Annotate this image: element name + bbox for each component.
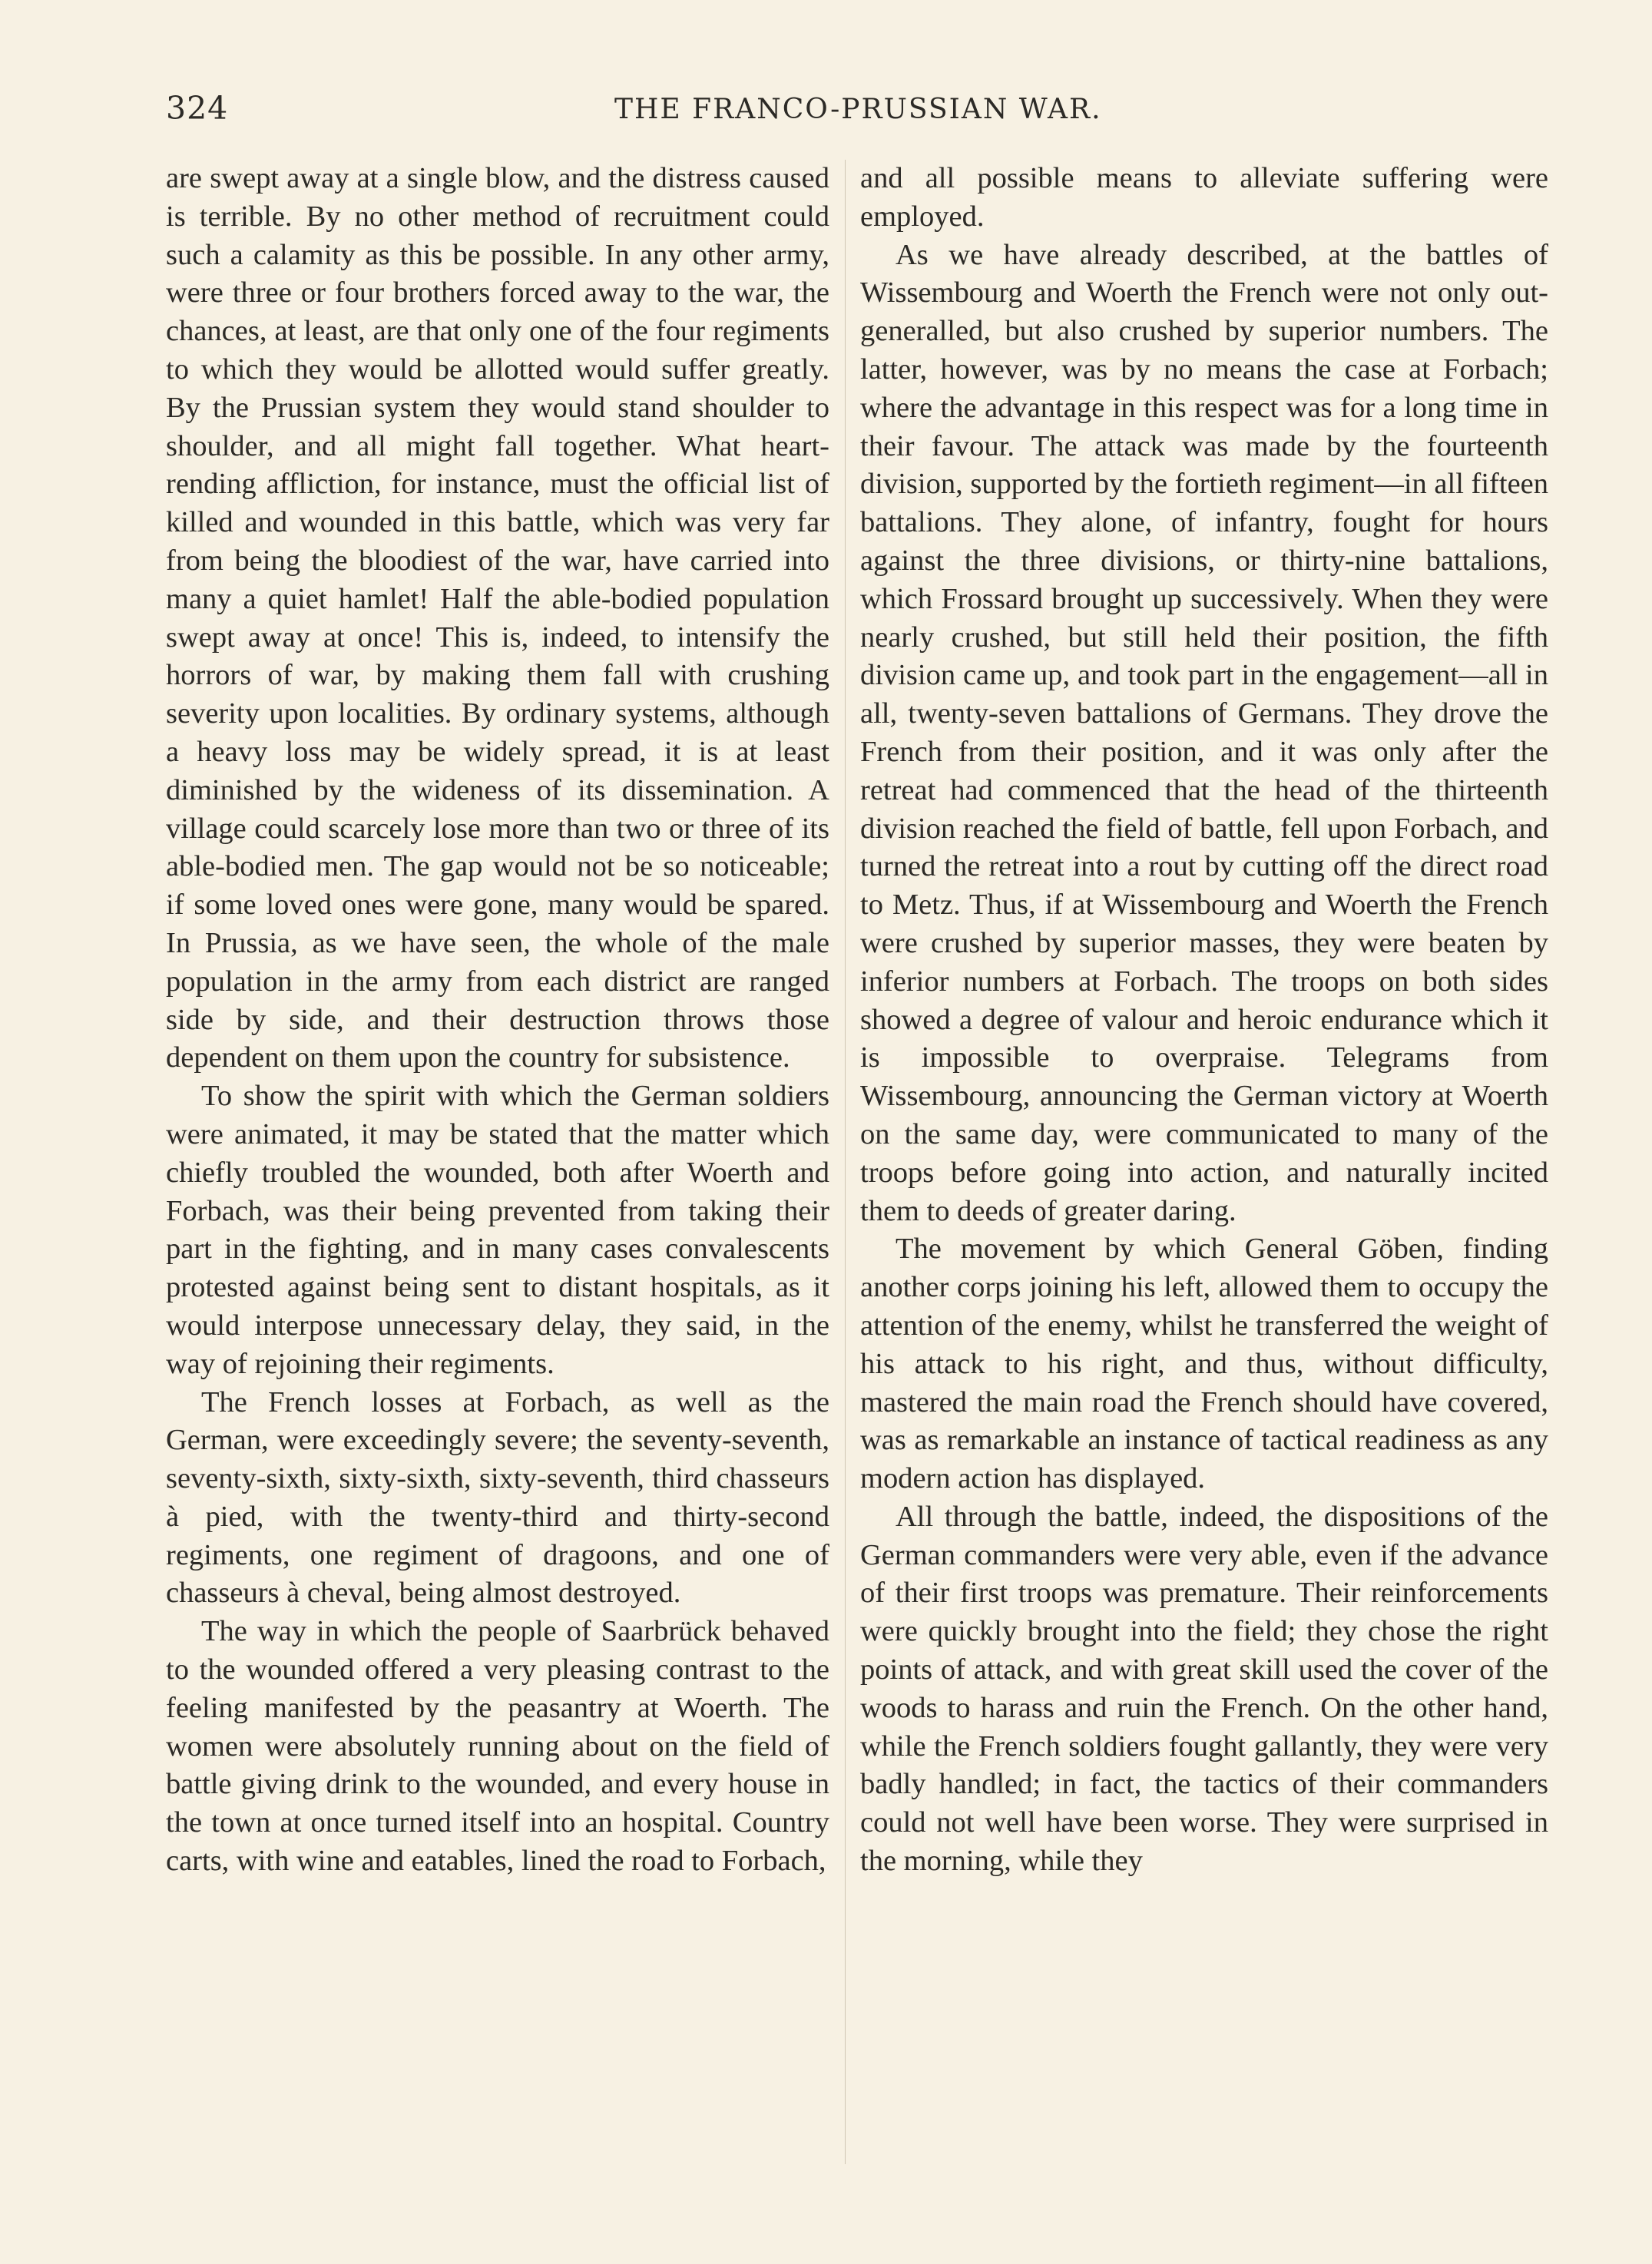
column-divider <box>845 160 846 2164</box>
paragraph: The movement by which General Göben, finding another corps joining his left, allowed them to occupy the attention of the enemy, whilst he transferred the weight of his attack to his right, and thus, without difficulty, mastered the main road the French should have covered, was as remarkable an instance of tactical readiness as any modern action has displayed. <box>860 1233 1548 1495</box>
paragraph: The French losses at Forbach, as well as the German, were exceedingly severe; the seventy-seventh, seventy-sixth, sixty-sixth, sixty-seventh, third chasseurs à pied, with the twenty-third and thirty-second regiments, one regiment of dragoons, and one of chasseurs à cheval, being almost destroyed. <box>166 1385 829 1610</box>
paragraph: To show the spirit with which the German soldiers were animated, it may be stated that the matter which chiefly troubled the wounded, both after Woerth and Forbach, was their being prevented from taking their part in the fighting, and in many cases convalescents protested against being sent to distant hospitals, as it would interpose unnecessary delay, they said, in the way of rejoining their regiments. <box>166 1080 829 1380</box>
running-title: THE FRANCO-PRUSSIAN WAR. <box>614 94 1102 125</box>
paragraph: All through the battle, indeed, the dispositions of the German commanders were very able, even if the advance of their first troops was premature. Their reinforcements were quickly brought into the field; they chose the right points of attack, and with great skill used the cover of the woods to harass and ruin the French. On the other hand, while the French soldiers fought gallantly, they were very badly handled; in fact, the tactics of their commanders could not well have been worse. They were surprised in the morning, while they <box>860 1500 1548 1878</box>
paragraph: As we have already described, at the battles of Wissembourg and Woerth the French were not only out-generalled, but also crushed by superior numbers. The latter, however, was by no means the case at Forbach; where the advantage in this respect was for a long time in their favour. The attack was made by the fourteenth division, supported by the fortieth regiment—in all fifteen battalions. They alone, of infantry, fought for hours against the three divisions, or thirty-nine battalions, which Frossard brought up successively. When they were nearly crushed, but still held their position, the fifth division came up, and took part in the engagement—all in all, twenty-seven battalions of Germans. They drove the French from their position, and it was only after the retreat had commenced that the head of the thirteenth division reached the field of battle, fell upon Forbach, and turned the retreat into a rout by cutting off the direct road to Metz. Thus, if at Wissembourg and Woerth the French were crushed by superior masses, they were beaten by inferior numbers at Forbach. The troops on both sides showed a degree of valour and heroic endurance which it is impossible to overpraise. Telegrams from Wissembourg, announcing the German victory at Woerth on the same day, were communicated to many of the troops before going into action, and naturally incited them to deeds of greater daring. <box>860 238 1548 1227</box>
paragraph: The way in which the people of Saarbrück behaved to the wounded offered a very pleasing contrast to the feeling manifested by the peasantry at Woerth. The women were absolutely running about on the field of battle giving drink to the wounded, and every house in the town at once turned itself into an hospital. Country carts, with wine and eatables, lined the road to Forbach, <box>166 1615 829 1878</box>
right-column <box>860 160 1548 1881</box>
paragraph: are swept away at a single blow, and the distress caused is terrible. By no other method of recruitment could such a calamity as this be possible. In any other army, were three or four brothers forced away to the war, the chances, at least, are that only one of the four regiments to which they would be allotted would suffer greatly. By the Prussian system they would stand shoulder to shoulder, and all might fall together. What heart-rending affliction, for instance, must the official list of killed and wounded in this battle, which was very far from being the bloodiest of the war, have carried into many a quiet hamlet! Half the able-bodied population swept away at once! This is, indeed, to intensify the horrors of war, by making them fall with crushing severity upon localities. By ordinary systems, although a heavy loss may be widely spread, it is at least diminished by the wideness of its dissemination. A village could scarcely lose more than two or three of its able-bodied men. The gap would not be so noticeable; if some loved ones were gone, many would be spared. In Prussia, as we have seen, the whole of the male population in the army from each district are ranged side by side, and their destruction throws those dependent on them upon the country for subsistence. <box>166 162 829 1074</box>
paragraph: and all possible means to alleviate suffering were employed. <box>860 162 1548 233</box>
page-number: 324 <box>166 90 229 127</box>
left-column <box>166 160 829 1881</box>
